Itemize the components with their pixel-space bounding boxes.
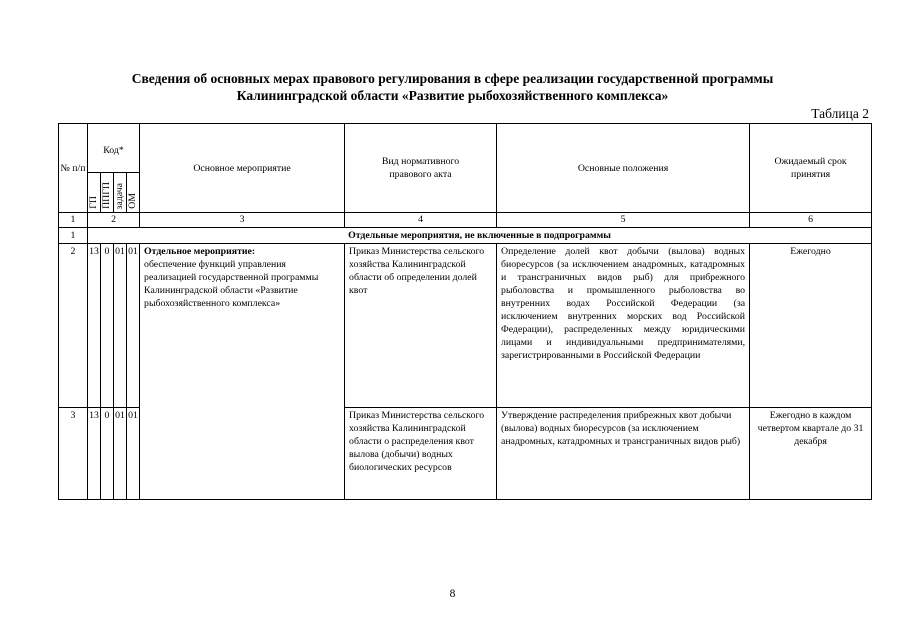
measure-heading: Отдельное мероприятие: [144,246,256,257]
section-row [59,228,872,244]
column-number: 3 [140,213,345,228]
header-provisions: Основные положения [497,124,750,213]
column-number-row [59,213,872,228]
row-code-task: 01 [114,244,127,408]
column-number: 2 [88,213,140,228]
section-num: 1 [59,228,88,244]
row-num: 2 [59,244,88,408]
row-provisions: Утверждение распределения прибрежных квот добычи (вылова) водных биоресурсов (за исключением анадромных, катадромных и трансграничных видов рыб) [497,408,750,500]
header-code-task: задача [114,173,127,213]
row-date: Ежегодно [750,244,872,408]
row-provisions: Определение долей квот добычи (вылова) водных биоресурсов (за исключением анадромных, катадромных и трансграничных видов рыб) для прибрежного рыболовства и промышленного рыболовства во внутренних водах Российской Федерации (за исключением внутренних морских вод Российской Федерации), распределенных между юридическими лицами и индивидуальными предпринимателями, зарегистрированными в Российской Федерации [497,244,750,408]
header-measure: Основное мероприятие [140,124,345,213]
row-code-task: 01 [114,408,127,500]
table-row [59,244,872,408]
row-code-om: 01 [127,244,140,408]
row-act: Приказ Министерства сельского хозяйства Калининградской области о распределения квот вылова (добычи) водных биологических ресурсов [345,408,497,500]
title-line-2: Калининградской области «Развитие рыбохозяйственного комплекса» [236,88,669,103]
header-act-type: Вид нормативного правового акта [345,124,497,213]
row-code-ppgp: 0 [101,244,114,408]
section-title: Отдельные мероприятия, не включенные в подпрограммы [88,228,872,244]
row-code-gp: 13 [88,244,101,408]
column-number: 5 [497,213,750,228]
row-code-ppgp: 0 [101,408,114,500]
row-num: 3 [59,408,88,500]
header-row-1 [59,124,872,173]
header-code-gp: ГП [88,173,101,213]
row-act: Приказ Министерства сельского хозяйства Калининградской области об определении долей квот [345,244,497,408]
regulation-table [58,123,872,500]
column-number: 4 [345,213,497,228]
row-code-gp: 13 [88,408,101,500]
header-code: Код* [88,124,140,173]
row-code-om: 01 [127,408,140,500]
document-title [0,70,905,104]
header-expected-date: Ожидаемый срок принятия [750,124,872,213]
table-label: Таблица 2 [811,106,869,121]
page-number: 8 [449,588,456,600]
row-date: Ежегодно в каждом четвертом квартале до 31 декабря [750,408,872,500]
header-code-ppgp: ППГП [101,173,114,213]
title-line-1: Сведения об основных мерах правового регулирования в сфере реализации государственной программы [131,71,774,86]
header-code-om: ОМ [127,173,140,213]
row-measure [140,244,345,500]
measure-text: обеспечение функций управления реализацией государственной программы Калининградской области «Развитие рыбохозяйственного комплекса» [144,259,319,309]
header-num: № п/п [59,124,88,213]
column-number: 6 [750,213,872,228]
column-number: 1 [59,213,88,228]
